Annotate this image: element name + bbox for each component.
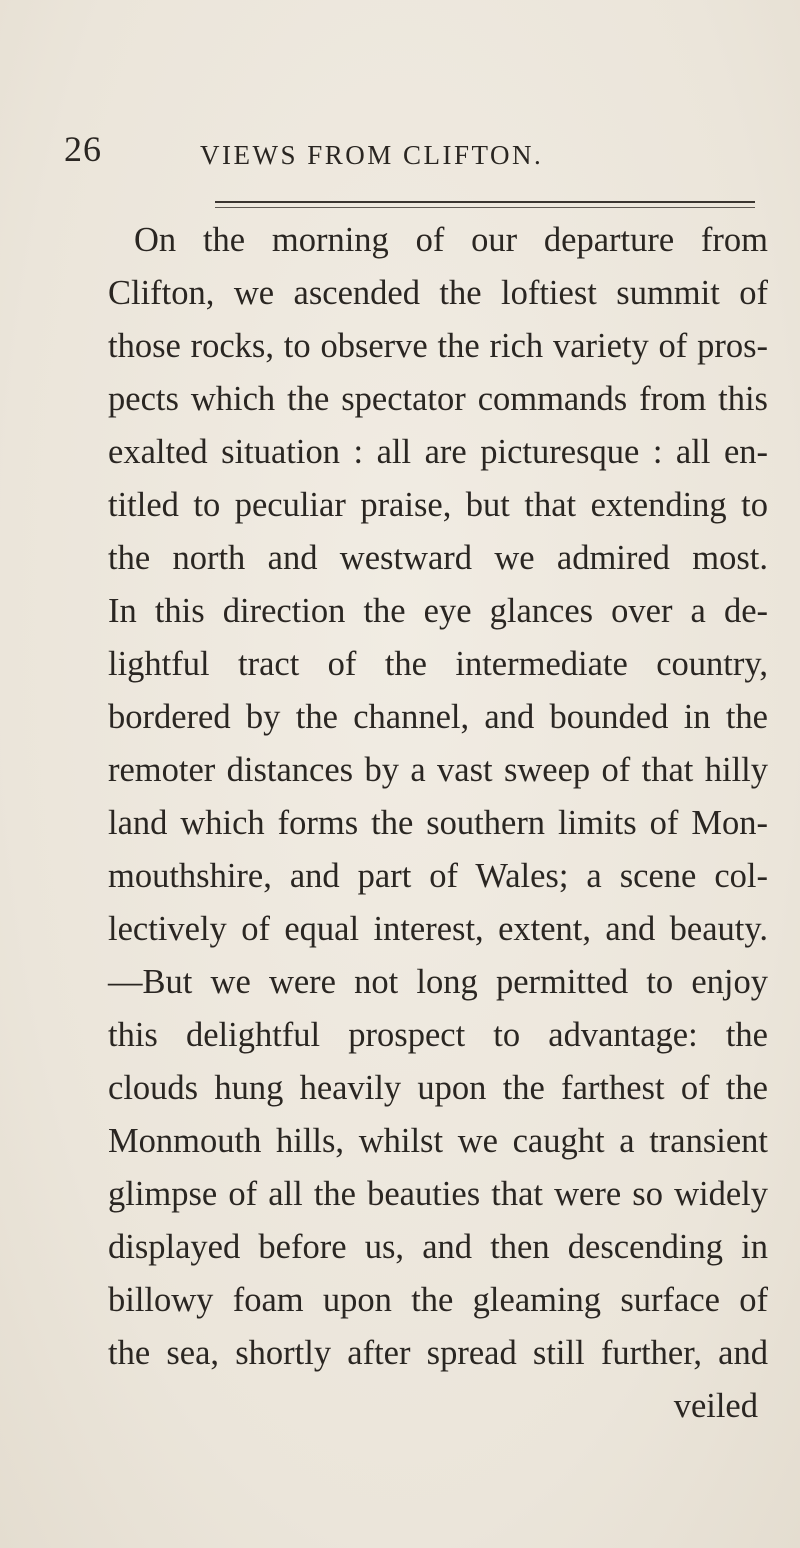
text-line: Monmouth hills, whilst we caught a transient bbox=[108, 1122, 768, 1160]
text-line: the north and westward we admired most. bbox=[108, 539, 768, 577]
text-line: —But we were not long permitted to enjoy bbox=[108, 963, 768, 1001]
text-line: pects which the spectator commands from this bbox=[108, 380, 768, 418]
catchword: veiled bbox=[673, 1387, 758, 1425]
body-text bbox=[108, 214, 768, 1433]
text-line: titled to peculiar praise, but that extending to bbox=[108, 486, 768, 524]
text-line: Clifton, we ascended the loftiest summit of bbox=[108, 274, 768, 312]
text-line: this delightful prospect to advantage: the bbox=[108, 1016, 768, 1054]
text-line: mouthshire, and part of Wales; a scene col- bbox=[108, 857, 768, 895]
text-line: exalted situation : all are picturesque : all en- bbox=[108, 433, 768, 471]
text-line: those rocks, to observe the rich variety of pros- bbox=[108, 327, 768, 365]
header-rule bbox=[215, 201, 755, 203]
page-number: 26 bbox=[64, 129, 102, 169]
text-line: land which forms the southern limits of Mon- bbox=[108, 804, 768, 842]
text-line: In this direction the eye glances over a de- bbox=[108, 592, 768, 630]
text-line: bordered by the channel, and bounded in the bbox=[108, 698, 768, 736]
text-line: glimpse of all the beauties that were so widely bbox=[108, 1175, 768, 1213]
text-line: On the morning of our departure from bbox=[134, 221, 768, 259]
text-line: displayed before us, and then descending in bbox=[108, 1228, 768, 1266]
header-rule-thin bbox=[215, 207, 755, 208]
text-line: lectively of equal interest, extent, and beauty. bbox=[108, 910, 768, 948]
running-title: VIEWS FROM CLIFTON. bbox=[200, 140, 544, 170]
text-line: clouds hung heavily upon the farthest of the bbox=[108, 1069, 768, 1107]
text-line: billowy foam upon the gleaming surface of bbox=[108, 1281, 768, 1319]
text-line: lightful tract of the intermediate country, bbox=[108, 645, 768, 683]
text-line: remoter distances by a vast sweep of that hilly bbox=[108, 751, 768, 789]
text-line: the sea, shortly after spread still further, and bbox=[108, 1334, 768, 1372]
